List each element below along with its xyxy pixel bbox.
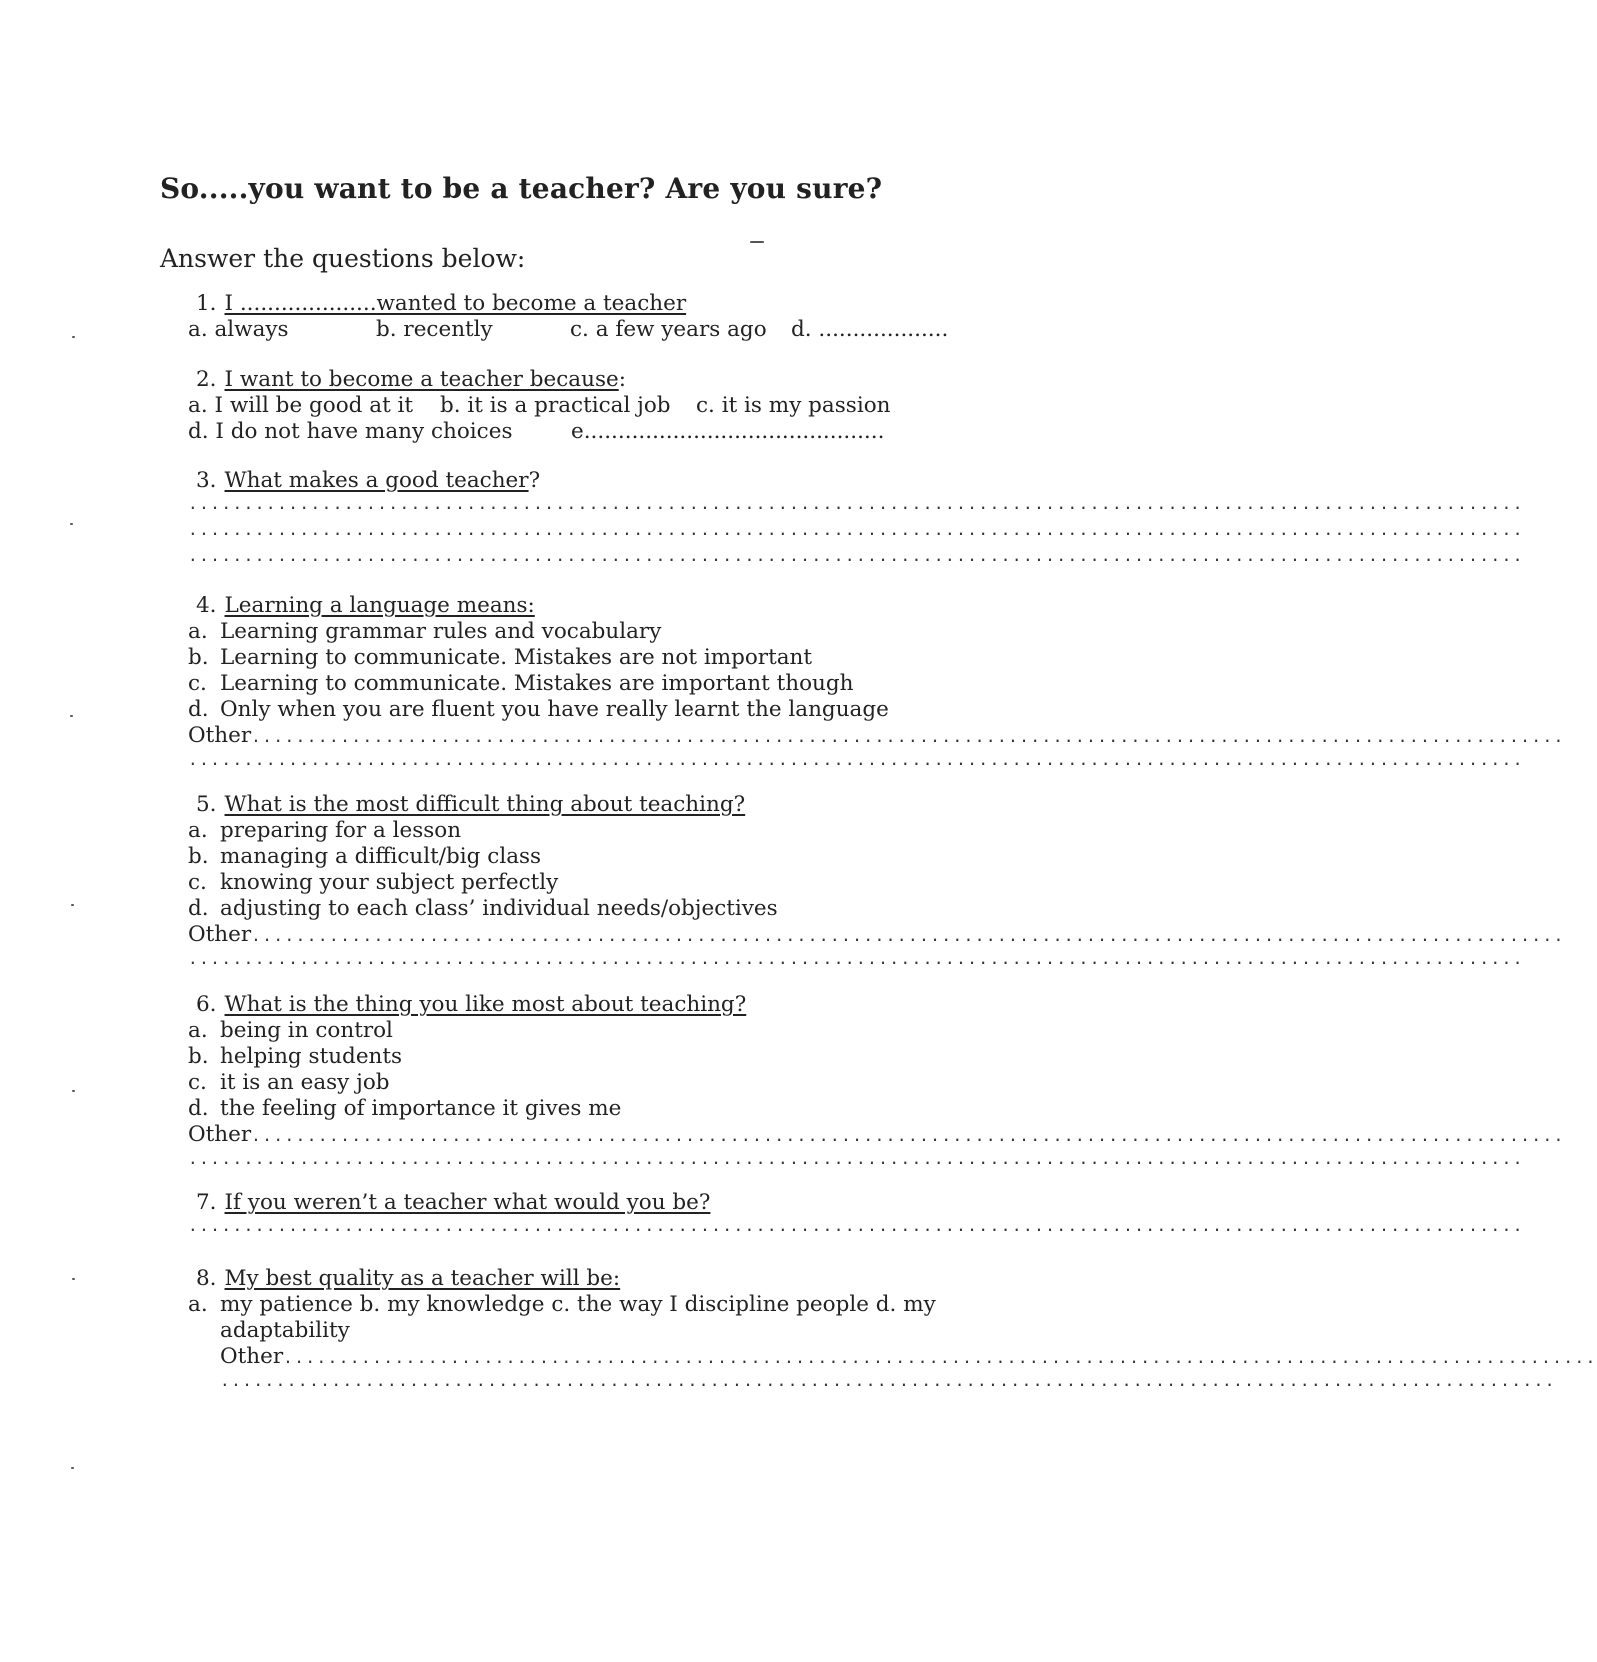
option-letter: b.	[188, 645, 209, 670]
question-text: I want to become a teacher because	[224, 367, 619, 392]
question-5-prompt	[196, 792, 1016, 818]
answer-line: ......................................................................................................................	[283, 1348, 1597, 1367]
option-b[interactable]	[188, 1044, 1016, 1070]
option-text: Only when you are fluent you have really learnt the language	[220, 697, 889, 722]
question-number: 7.	[196, 1190, 217, 1215]
option-text: Learning to communicate. Mistakes are important though	[220, 671, 854, 696]
option-a[interactable]	[188, 818, 1016, 844]
question-1	[188, 291, 1016, 343]
option-b[interactable]: b. recently	[376, 317, 493, 342]
option-text: helping students	[220, 1044, 403, 1069]
question-text: If you weren’t a teacher what would you be?	[224, 1190, 711, 1215]
question-6	[188, 992, 1565, 1175]
option-letter: a.	[188, 1018, 208, 1043]
answer-line[interactable]: ........................................................................................................................	[188, 1149, 1524, 1168]
answer-line[interactable]: ........................................................................................................................	[188, 1216, 1524, 1235]
question-text: What is the most difficult thing about teaching?	[224, 792, 746, 817]
option-letter: d.	[188, 1096, 209, 1121]
answer-line[interactable]: ........................................................................................................................	[220, 1371, 1556, 1390]
option-text: Learning to communicate. Mistakes are not important	[220, 645, 813, 670]
question-5	[188, 792, 1565, 975]
answer-line[interactable]: ........................................................................................................................	[188, 949, 1524, 968]
option-c[interactable]	[188, 870, 1016, 896]
question-8-options-cont: adaptability	[220, 1318, 350, 1343]
option-b[interactable]	[188, 844, 1016, 870]
question-number: 3.	[196, 468, 217, 493]
option-letter: a.	[188, 1292, 208, 1317]
other-field[interactable]	[196, 1344, 1597, 1371]
option-text: adjusting to each class’ individual needs/objectives	[220, 896, 778, 921]
question-number: 8.	[196, 1266, 217, 1291]
question-4	[188, 593, 1565, 776]
option-letter: c.	[188, 1070, 207, 1095]
option-d[interactable]	[188, 1096, 1016, 1122]
option-letter: d.	[188, 697, 209, 722]
option-c[interactable]	[188, 1070, 1016, 1096]
question-number: 1.	[196, 291, 217, 316]
option-letter: a.	[188, 818, 208, 843]
scan-speck	[70, 523, 73, 525]
answer-line: ......................................................................................................................	[251, 926, 1565, 945]
scan-speck	[71, 904, 74, 906]
option-a[interactable]	[188, 1018, 1016, 1044]
other-field[interactable]	[188, 1122, 1565, 1149]
question-8-prompt	[196, 1266, 1016, 1292]
option-text: preparing for a lesson	[220, 818, 462, 843]
scan-speck	[72, 336, 75, 338]
option-text: the feeling of importance it gives me	[220, 1096, 622, 1121]
option-letter: c.	[188, 870, 207, 895]
option-d[interactable]	[188, 697, 1016, 723]
answer-line[interactable]: ........................................................................................................................	[188, 520, 1524, 539]
option-letter: b.	[188, 844, 209, 869]
question-7	[188, 1190, 1524, 1242]
question-suffix: :	[618, 367, 626, 392]
option-text: managing a difficult/big class	[220, 844, 542, 869]
option-d[interactable]	[188, 896, 1016, 922]
question-8-options[interactable]	[188, 1292, 1016, 1318]
option-text: Learning grammar rules and vocabulary	[220, 619, 662, 644]
option-c[interactable]: c. it is my passion	[696, 393, 891, 418]
other-field[interactable]	[188, 922, 1565, 949]
scan-speck	[72, 1090, 75, 1092]
question-4-prompt	[196, 593, 1016, 619]
option-c[interactable]	[188, 671, 1016, 697]
option-a[interactable]: a. I will be good at it	[188, 393, 414, 418]
question-number: 5.	[196, 792, 217, 817]
question-text: I ....................wanted to become a teacher	[224, 291, 687, 316]
page-title: So.....you want to be a teacher? Are you sure?	[160, 172, 883, 205]
question-number: 2.	[196, 367, 217, 392]
option-text: knowing your subject perfectly	[220, 870, 559, 895]
option-d[interactable]: d. ...................	[791, 317, 949, 342]
question-text: What makes a good teacher	[224, 468, 529, 493]
question-suffix: ?	[528, 468, 541, 493]
question-2-prompt	[196, 367, 1016, 393]
option-letter: c.	[188, 671, 207, 696]
option-a[interactable]	[188, 619, 1016, 645]
question-number: 4.	[196, 593, 217, 618]
option-b[interactable]	[188, 645, 1016, 671]
option-letter: d.	[188, 896, 209, 921]
question-text: What is the thing you like most about teaching?	[224, 992, 747, 1017]
option-d[interactable]: d. I do not have many choices	[188, 419, 513, 444]
question-1-options	[188, 317, 1016, 343]
option-c[interactable]: c. a few years ago	[570, 317, 767, 342]
question-8	[188, 1266, 1597, 1397]
question-7-prompt	[196, 1190, 1016, 1216]
option-text: my patience b. my knowledge c. the way I discipline people d. my	[220, 1292, 936, 1317]
option-text: it is an easy job	[220, 1070, 390, 1095]
question-number: 6.	[196, 992, 217, 1017]
scan-speck	[70, 715, 73, 717]
option-e[interactable]: e............................................	[571, 419, 885, 444]
answer-line: ......................................................................................................................	[251, 1126, 1565, 1145]
answer-line[interactable]: ........................................................................................................................	[188, 546, 1524, 565]
question-2	[188, 367, 1016, 445]
answer-line: ......................................................................................................................	[251, 727, 1565, 746]
question-3	[188, 468, 1524, 572]
option-text: being in control	[220, 1018, 393, 1043]
scan-speck	[750, 241, 764, 243]
option-letter: a.	[188, 619, 208, 644]
instructions: Answer the questions below:	[160, 244, 526, 273]
question-1-prompt	[196, 291, 1016, 317]
other-label: Other	[188, 922, 252, 947]
question-3-prompt	[196, 468, 1016, 494]
other-label: Other	[220, 1344, 284, 1369]
question-text: My best quality as a teacher will be:	[224, 1266, 621, 1291]
other-label: Other	[188, 1122, 252, 1147]
scan-speck	[71, 1467, 74, 1469]
scan-speck	[72, 1278, 75, 1280]
option-a[interactable]: a. always	[188, 317, 289, 342]
question-2-options-row1	[188, 393, 1016, 419]
option-letter: b.	[188, 1044, 209, 1069]
question-2-options-row2	[188, 419, 1016, 445]
option-b[interactable]: b. it is a practical job	[440, 393, 671, 418]
answer-line[interactable]: ........................................................................................................................	[188, 750, 1524, 769]
other-label: Other	[188, 723, 252, 748]
other-field[interactable]	[188, 723, 1565, 750]
question-6-prompt	[196, 992, 1016, 1018]
question-text: Learning a language means:	[224, 593, 535, 618]
answer-line[interactable]: ........................................................................................................................	[188, 494, 1524, 513]
